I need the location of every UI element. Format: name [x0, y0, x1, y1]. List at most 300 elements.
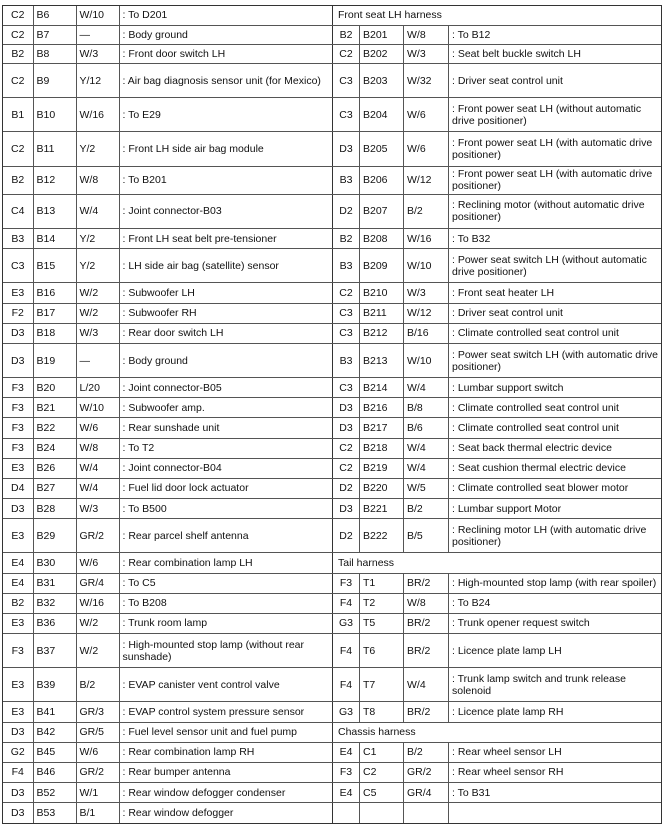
connector-description-cell: : Rear window defogger condenser [119, 783, 332, 803]
connector-description-cell: : Reclining motor LH (with automatic drive positioner) [449, 519, 662, 553]
grid-location-cell: C3 [3, 249, 33, 283]
grid-location-cell: C2 [333, 438, 360, 458]
connector-color-cell: B/2 [404, 498, 449, 518]
connector-color-cell: W/2 [76, 633, 119, 667]
connector-color-cell: W/6 [404, 132, 449, 166]
connector-description-cell: : Seat belt buckle switch LH [449, 44, 662, 63]
empty-cell [449, 803, 662, 823]
connector-number-cell: B27 [33, 478, 76, 498]
grid-location-cell: G3 [333, 702, 360, 722]
connector-number-cell: B218 [360, 438, 404, 458]
connector-list-sheet [2, 5, 662, 824]
grid-location-cell: E3 [3, 668, 33, 702]
section-heading: Front seat LH harness [333, 6, 662, 25]
grid-location-cell: D3 [3, 323, 33, 343]
connector-color-cell: W/12 [404, 166, 449, 194]
connector-color-cell: Y/2 [76, 229, 119, 249]
connector-description-cell: : Power seat switch LH (without automatic drive positioner) [449, 249, 662, 283]
connector-color-cell: B/16 [404, 323, 449, 343]
section-heading: Tail harness [333, 553, 662, 573]
connector-color-cell: W/5 [404, 478, 449, 498]
connector-description-cell: : To E29 [119, 98, 332, 132]
table-row [3, 323, 332, 343]
grid-location-cell: C3 [333, 303, 360, 323]
connector-number-cell: B213 [360, 343, 404, 377]
table-row [3, 132, 332, 166]
table-row [3, 633, 332, 667]
table-row [333, 762, 662, 782]
connector-number-cell: B201 [360, 25, 404, 44]
connector-color-cell: W/4 [76, 458, 119, 478]
table-row [3, 458, 332, 478]
connector-color-cell: W/16 [76, 593, 119, 613]
connector-color-cell: B/8 [404, 398, 449, 418]
table-row [333, 25, 662, 44]
connector-color-cell: B/1 [76, 803, 119, 823]
table-row [3, 438, 332, 458]
connector-number-cell: B20 [33, 378, 76, 398]
grid-location-cell: C2 [3, 63, 33, 97]
connector-description-cell: : Rear wheel sensor RH [449, 762, 662, 782]
connector-number-cell: B26 [33, 458, 76, 478]
grid-location-cell: F4 [333, 668, 360, 702]
connector-color-cell: W/10 [404, 249, 449, 283]
connector-description-cell: : Subwoofer RH [119, 303, 332, 323]
grid-location-cell: B2 [3, 593, 33, 613]
connector-number-cell: B45 [33, 742, 76, 762]
connector-color-cell: W/10 [404, 343, 449, 377]
grid-location-cell: B3 [333, 166, 360, 194]
connector-color-cell: GR/2 [76, 519, 119, 553]
connector-number-cell: C1 [360, 742, 404, 762]
connector-number-cell: B32 [33, 593, 76, 613]
table-row [3, 498, 332, 518]
connector-color-cell: W/6 [404, 98, 449, 132]
connector-color-cell: W/4 [404, 458, 449, 478]
table-row [333, 323, 662, 343]
connector-color-cell: B/2 [404, 194, 449, 228]
grid-location-cell: C3 [333, 63, 360, 97]
connector-number-cell: B210 [360, 283, 404, 303]
connector-number-cell: B219 [360, 458, 404, 478]
connector-number-cell: B212 [360, 323, 404, 343]
connector-description-cell: : High-mounted stop lamp (without rear sunshade) [119, 633, 332, 667]
connector-description-cell: : Rear window defogger [119, 803, 332, 823]
connector-description-cell: : EVAP canister vent control valve [119, 668, 332, 702]
grid-location-cell: B2 [3, 166, 33, 194]
connector-number-cell: B18 [33, 323, 76, 343]
grid-location-cell: B2 [333, 25, 360, 44]
connector-description-cell: : Subwoofer LH [119, 283, 332, 303]
connector-number-cell: B22 [33, 418, 76, 438]
connector-number-cell: B42 [33, 722, 76, 742]
table-row [3, 762, 332, 782]
grid-location-cell: F2 [3, 303, 33, 323]
connector-number-cell: B204 [360, 98, 404, 132]
connector-number-cell: B221 [360, 498, 404, 518]
table-row [3, 702, 332, 722]
grid-location-cell: F3 [3, 378, 33, 398]
table-row [333, 378, 662, 398]
connector-number-cell: B15 [33, 249, 76, 283]
table-row [333, 613, 662, 633]
table-row [333, 593, 662, 613]
connector-description-cell: : Licence plate lamp RH [449, 702, 662, 722]
connector-description-cell: : To C5 [119, 573, 332, 593]
table-row [3, 378, 332, 398]
section-heading-row [333, 553, 662, 573]
grid-location-cell: D3 [333, 398, 360, 418]
section-heading: Chassis harness [333, 722, 662, 742]
grid-location-cell: F3 [3, 418, 33, 438]
grid-location-cell: F3 [333, 762, 360, 782]
connector-number-cell: B214 [360, 378, 404, 398]
grid-location-cell: B1 [3, 98, 33, 132]
connector-number-cell: B28 [33, 498, 76, 518]
connector-number-cell: B6 [33, 6, 76, 25]
connector-number-cell: T8 [360, 702, 404, 722]
connector-description-cell: : To B12 [449, 25, 662, 44]
connector-color-cell: BR/2 [404, 702, 449, 722]
grid-location-cell: E3 [3, 702, 33, 722]
connector-description-cell: : Front door switch LH [119, 44, 332, 63]
table-row [3, 249, 332, 283]
connector-number-cell: B53 [33, 803, 76, 823]
table-row [3, 343, 332, 377]
table-row [333, 438, 662, 458]
connector-number-cell: T5 [360, 613, 404, 633]
table-row [3, 668, 332, 702]
connector-description-cell: : Air bag diagnosis sensor unit (for Mexico) [119, 63, 332, 97]
connector-color-cell: GR/2 [404, 762, 449, 782]
table-row [3, 742, 332, 762]
connector-description-cell: : Trunk lamp switch and trunk release solenoid [449, 668, 662, 702]
connector-description-cell: : Driver seat control unit [449, 63, 662, 97]
grid-location-cell: C3 [333, 98, 360, 132]
connector-number-cell: B209 [360, 249, 404, 283]
grid-location-cell: B2 [3, 44, 33, 63]
table-row [333, 573, 662, 593]
table-row [3, 783, 332, 803]
connector-number-cell: T1 [360, 573, 404, 593]
connector-color-cell: Y/2 [76, 249, 119, 283]
connector-description-cell: : Front power seat LH (without automatic drive positioner) [449, 98, 662, 132]
grid-location-cell: F4 [3, 762, 33, 782]
table-row [3, 303, 332, 323]
grid-location-cell: D3 [333, 132, 360, 166]
grid-location-cell: D2 [333, 478, 360, 498]
connector-description-cell: : Rear bumper antenna [119, 762, 332, 782]
connector-description-cell: : Licence plate lamp LH [449, 633, 662, 667]
table-row [333, 229, 662, 249]
table-row [333, 166, 662, 194]
empty-cell [333, 803, 360, 823]
connector-color-cell: W/4 [404, 668, 449, 702]
table-row [333, 249, 662, 283]
grid-location-cell: D2 [333, 194, 360, 228]
table-row [333, 303, 662, 323]
connector-description-cell: : Trunk room lamp [119, 613, 332, 633]
grid-location-cell: E4 [333, 783, 360, 803]
connector-description-cell: : Rear wheel sensor LH [449, 742, 662, 762]
grid-location-cell: D3 [333, 498, 360, 518]
connector-color-cell: GR/2 [76, 762, 119, 782]
connector-color-cell: B/5 [404, 519, 449, 553]
table-row [333, 283, 662, 303]
table-row [3, 613, 332, 633]
connector-number-cell: B16 [33, 283, 76, 303]
connector-description-cell: : Front LH side air bag module [119, 132, 332, 166]
grid-location-cell: D3 [3, 783, 33, 803]
connector-description-cell: : Driver seat control unit [449, 303, 662, 323]
connector-description-cell: : Body ground [119, 25, 332, 44]
connector-color-cell: W/8 [404, 25, 449, 44]
connector-number-cell: B52 [33, 783, 76, 803]
table-row [333, 343, 662, 377]
table-row [333, 132, 662, 166]
grid-location-cell: C3 [333, 323, 360, 343]
table-row [3, 166, 332, 194]
connector-color-cell: W/12 [404, 303, 449, 323]
grid-location-cell: D3 [333, 418, 360, 438]
connector-number-cell: B220 [360, 478, 404, 498]
connector-color-cell: B/2 [76, 668, 119, 702]
connector-number-cell: B216 [360, 398, 404, 418]
table-row [3, 573, 332, 593]
connector-color-cell: W/4 [404, 438, 449, 458]
section-heading-row [333, 6, 662, 25]
connector-table-left [3, 6, 332, 823]
table-row [333, 398, 662, 418]
grid-location-cell: D3 [3, 803, 33, 823]
connector-description-cell: : Fuel level sensor unit and fuel pump [119, 722, 332, 742]
grid-location-cell: E3 [3, 283, 33, 303]
connector-number-cell: B13 [33, 194, 76, 228]
table-row [333, 458, 662, 478]
connector-color-cell: W/3 [404, 44, 449, 63]
connector-color-cell: W/3 [76, 323, 119, 343]
grid-location-cell: F4 [333, 593, 360, 613]
table-row [333, 519, 662, 553]
connector-description-cell: : Climate controlled seat control unit [449, 418, 662, 438]
table-row [3, 418, 332, 438]
connector-color-cell: W/6 [76, 418, 119, 438]
connector-number-cell: B217 [360, 418, 404, 438]
connector-table-right [332, 6, 661, 823]
connector-description-cell: : Joint connector-B04 [119, 458, 332, 478]
grid-location-cell: C2 [333, 44, 360, 63]
connector-color-cell: GR/5 [76, 722, 119, 742]
grid-location-cell: D3 [3, 722, 33, 742]
connector-number-cell: B10 [33, 98, 76, 132]
connector-description-cell: : EVAP control system pressure sensor [119, 702, 332, 722]
connector-number-cell: B7 [33, 25, 76, 44]
table-row [333, 63, 662, 97]
table-row [3, 229, 332, 249]
table-row [333, 702, 662, 722]
connector-description-cell: : LH side air bag (satellite) sensor [119, 249, 332, 283]
connector-description-cell: : Climate controlled seat control unit [449, 398, 662, 418]
connector-description-cell: : Rear sunshade unit [119, 418, 332, 438]
connector-color-cell: GR/3 [76, 702, 119, 722]
table-row [333, 478, 662, 498]
grid-location-cell: C3 [333, 378, 360, 398]
connector-description-cell: : Front power seat LH (with automatic drive positioner) [449, 166, 662, 194]
connector-number-cell: T6 [360, 633, 404, 667]
connector-number-cell: B21 [33, 398, 76, 418]
connector-description-cell: : Joint connector-B03 [119, 194, 332, 228]
connector-number-cell: B29 [33, 519, 76, 553]
connector-description-cell: : Lumbar support switch [449, 378, 662, 398]
connector-color-cell: BR/2 [404, 633, 449, 667]
grid-location-cell: D3 [3, 343, 33, 377]
connector-description-cell: : Seat back thermal electric device [449, 438, 662, 458]
table-row [3, 283, 332, 303]
connector-color-cell: B/2 [404, 742, 449, 762]
connector-description-cell: : Power seat switch LH (with automatic drive positioner) [449, 343, 662, 377]
connector-description-cell: : To D201 [119, 6, 332, 25]
table-row [3, 44, 332, 63]
connector-number-cell: B222 [360, 519, 404, 553]
table-row [3, 519, 332, 553]
connector-color-cell: W/32 [404, 63, 449, 97]
connector-color-cell: W/10 [76, 6, 119, 25]
connector-color-cell: W/16 [76, 98, 119, 132]
table-row [3, 553, 332, 573]
connector-color-cell: W/3 [76, 498, 119, 518]
connector-number-cell: C2 [360, 762, 404, 782]
connector-number-cell: B211 [360, 303, 404, 323]
connector-color-cell: W/4 [76, 478, 119, 498]
table-row [333, 194, 662, 228]
connector-description-cell: : Climate controlled seat blower motor [449, 478, 662, 498]
connector-number-cell: B37 [33, 633, 76, 667]
grid-location-cell: B3 [333, 343, 360, 377]
table-row [333, 668, 662, 702]
connector-description-cell: : High-mounted stop lamp (with rear spoiler) [449, 573, 662, 593]
grid-location-cell: D2 [333, 519, 360, 553]
connector-description-cell: : Climate controlled seat control unit [449, 323, 662, 343]
connector-description-cell: : Seat cushion thermal electric device [449, 458, 662, 478]
connector-number-cell: B206 [360, 166, 404, 194]
connector-number-cell: B8 [33, 44, 76, 63]
table-row [3, 63, 332, 97]
grid-location-cell: B2 [333, 229, 360, 249]
connector-number-cell: B19 [33, 343, 76, 377]
connector-color-cell: W/3 [76, 44, 119, 63]
table-row [333, 44, 662, 63]
empty-cell [360, 803, 404, 823]
connector-number-cell: B11 [33, 132, 76, 166]
grid-location-cell: F3 [333, 573, 360, 593]
table-row [3, 25, 332, 44]
connector-color-cell: W/2 [76, 283, 119, 303]
connector-description-cell: : Rear combination lamp LH [119, 553, 332, 573]
grid-location-cell: E3 [3, 458, 33, 478]
connector-color-cell: W/4 [76, 194, 119, 228]
grid-location-cell: B3 [3, 229, 33, 249]
connector-description-cell: : To B31 [449, 783, 662, 803]
connector-color-cell: — [76, 343, 119, 377]
connector-description-cell: : Body ground [119, 343, 332, 377]
connector-description-cell: : To B208 [119, 593, 332, 613]
connector-number-cell: B24 [33, 438, 76, 458]
connector-color-cell: BR/2 [404, 613, 449, 633]
table-row [3, 6, 332, 25]
grid-location-cell: B3 [333, 249, 360, 283]
connector-description-cell: : Fuel lid door lock actuator [119, 478, 332, 498]
connector-color-cell: W/8 [76, 438, 119, 458]
table-row [3, 98, 332, 132]
connector-color-cell: W/3 [404, 283, 449, 303]
connector-description-cell: : Rear combination lamp RH [119, 742, 332, 762]
connector-description-cell: : To T2 [119, 438, 332, 458]
connector-number-cell: B203 [360, 63, 404, 97]
connector-description-cell: : Front seat heater LH [449, 283, 662, 303]
table-row [333, 98, 662, 132]
table-row [3, 722, 332, 742]
connector-description-cell: : Trunk opener request switch [449, 613, 662, 633]
connector-description-cell: : Front power seat LH (with automatic drive positioner) [449, 132, 662, 166]
grid-location-cell: C2 [3, 6, 33, 25]
grid-location-cell: C2 [333, 458, 360, 478]
connector-description-cell: : To B32 [449, 229, 662, 249]
grid-location-cell: E4 [3, 553, 33, 573]
connector-color-cell: W/4 [404, 378, 449, 398]
table-row [3, 398, 332, 418]
grid-location-cell: D4 [3, 478, 33, 498]
connector-color-cell: W/6 [76, 742, 119, 762]
grid-location-cell: F3 [3, 438, 33, 458]
connector-description-cell: : Reclining motor (without automatic drive positioner) [449, 194, 662, 228]
connector-number-cell: T2 [360, 593, 404, 613]
connector-color-cell: BR/2 [404, 573, 449, 593]
connector-number-cell: B12 [33, 166, 76, 194]
connector-number-cell: C5 [360, 783, 404, 803]
connector-number-cell: T7 [360, 668, 404, 702]
grid-location-cell: G3 [333, 613, 360, 633]
connector-color-cell: GR/4 [76, 573, 119, 593]
table-row [333, 418, 662, 438]
table-row [3, 478, 332, 498]
grid-location-cell: D3 [3, 498, 33, 518]
connector-number-cell: B36 [33, 613, 76, 633]
table-row [3, 803, 332, 823]
connector-color-cell: W/8 [76, 166, 119, 194]
table-row [333, 742, 662, 762]
connector-color-cell: W/8 [404, 593, 449, 613]
connector-number-cell: B208 [360, 229, 404, 249]
grid-location-cell: E3 [3, 613, 33, 633]
grid-location-cell: C2 [3, 25, 33, 44]
table-row [333, 633, 662, 667]
connector-color-cell: GR/4 [404, 783, 449, 803]
empty-row [333, 803, 662, 823]
connector-description-cell: : Lumbar support Motor [449, 498, 662, 518]
connector-number-cell: B46 [33, 762, 76, 782]
grid-location-cell: E4 [333, 742, 360, 762]
connector-color-cell: B/6 [404, 418, 449, 438]
connector-number-cell: B9 [33, 63, 76, 97]
connector-color-cell: — [76, 25, 119, 44]
connector-color-cell: W/2 [76, 613, 119, 633]
connector-description-cell: : To B201 [119, 166, 332, 194]
table-row [3, 194, 332, 228]
connector-number-cell: B17 [33, 303, 76, 323]
table-row [333, 498, 662, 518]
connector-number-cell: B202 [360, 44, 404, 63]
table-row [333, 783, 662, 803]
